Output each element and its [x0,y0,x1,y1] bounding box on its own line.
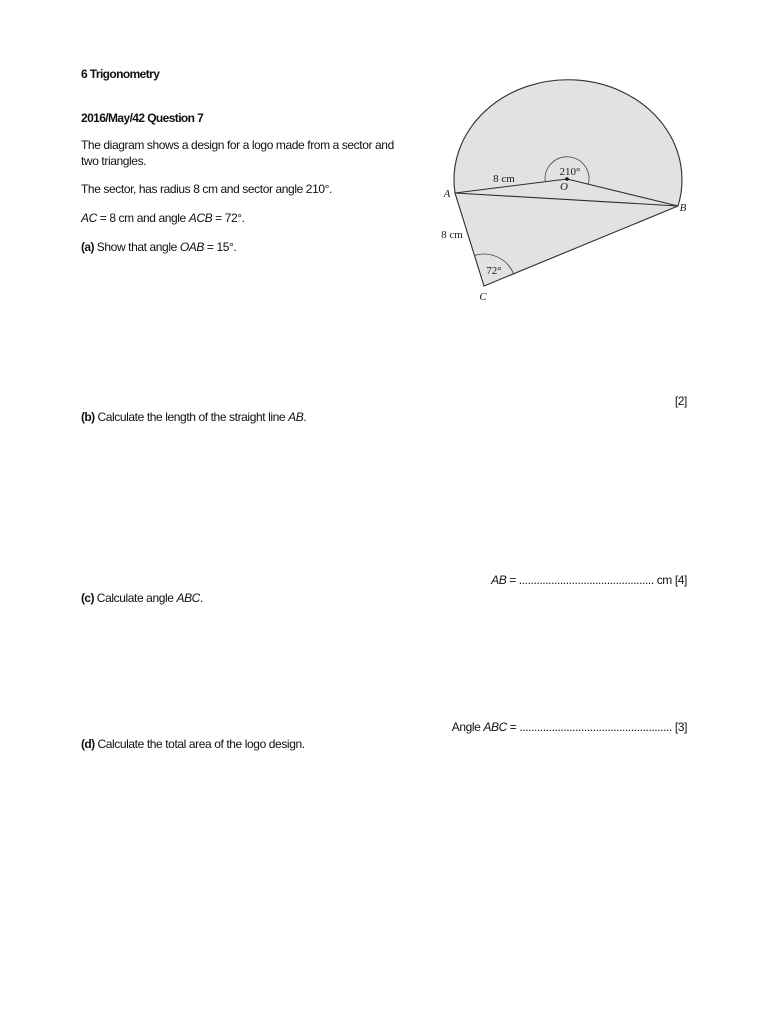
part-a-marks: [2] [674,394,687,408]
section-title: 6 Trigonometry [81,67,160,81]
part-b-label: (b) [81,410,95,424]
part-d-text-1: Calculate the total area of the logo design. [94,737,305,751]
part-a-label: (a) [81,240,94,254]
given-text-2: = 72°. [212,211,245,225]
part-a-var: OAB [179,240,204,254]
part-d-label: (d) [81,737,95,751]
part-c-label: (c) [81,591,94,605]
given-var-acb: ACB [188,211,213,225]
part-c-question [81,591,203,605]
angle-o-label: 210° [559,166,581,178]
given-var-ac: AC [81,211,97,225]
part-d-question [81,737,305,751]
part-c-var: ABC [176,591,200,605]
part-c-answer-dots: .................................................... [519,720,672,734]
point-c-label: C [479,291,487,303]
question-title: 2016/May/42 Question 7 [81,111,204,125]
intro-line-1: The diagram shows a design for a logo made from a sector and [81,138,394,152]
part-b-text-2: . [303,410,307,424]
part-b-answer-line [491,573,687,587]
angle-c-label: 72° [486,265,502,277]
part-b-answer-var: AB [491,573,507,587]
part-b-var: AB [288,410,304,424]
sector-description: The sector, has radius 8 cm and sector angle 210°. [81,182,332,196]
part-c-answer-line [452,720,687,734]
part-b-marks: [4] [674,573,687,587]
ac-length-label: 8 cm [441,229,463,241]
part-b-answer-dots: .............................................. [518,573,654,587]
intro-line-2: two triangles. [81,154,147,168]
given-text-1: = 8 cm and angle [96,211,189,225]
part-c-answer-prefix: Angle [451,720,484,734]
part-b-answer-equals: = [506,573,519,587]
part-a-text-2: = 15°. [203,240,237,254]
part-c-answer-equals: = [506,720,520,734]
part-b-text-1: Calculate the length of the straight line [94,410,289,424]
point-b-label: B [679,202,687,214]
part-c-text-2: . [199,591,203,605]
part-b-question [81,410,306,424]
oa-length-label: 8 cm [493,173,515,185]
point-a-label: A [443,188,451,200]
point-o-label: O [560,181,568,193]
part-b-answer-unit: cm [653,573,675,587]
logo-shape [454,80,682,286]
part-c-text-1: Calculate angle [93,591,177,605]
part-a-text-1: Show that angle [93,240,180,254]
part-c-marks: [3] [671,720,687,734]
part-c-answer-var: ABC [483,720,507,734]
